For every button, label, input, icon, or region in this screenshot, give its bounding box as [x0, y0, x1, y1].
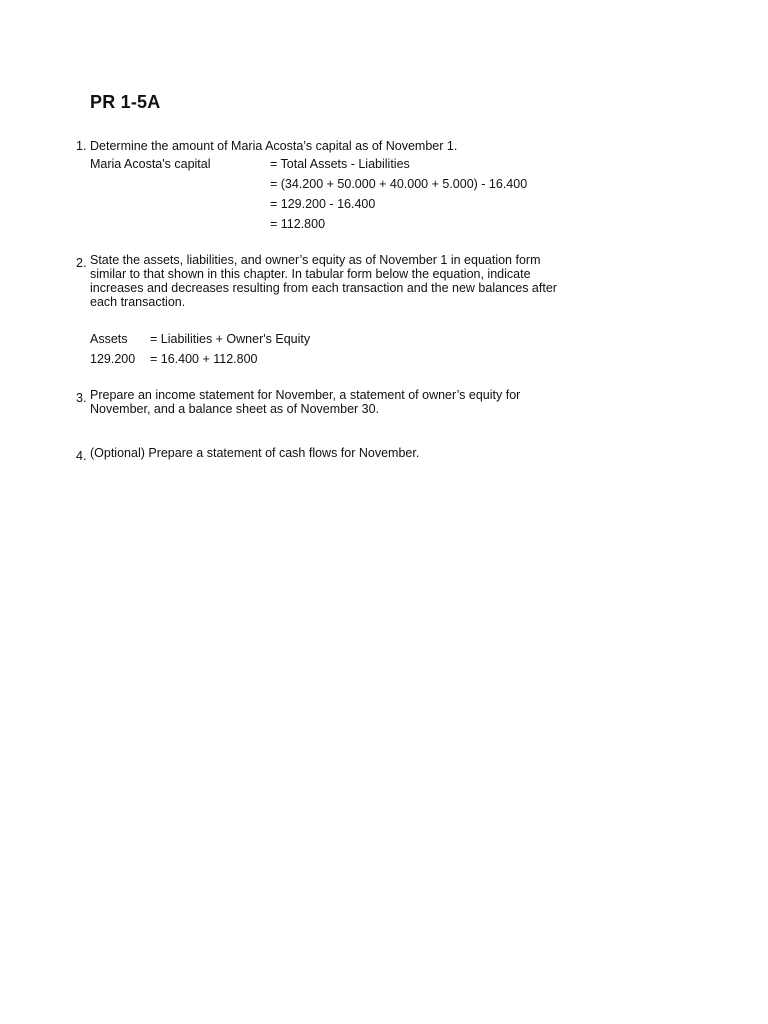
equation-value-left: 129.200 [90, 352, 136, 366]
question-3-line-1: Prepare an income statement for November, a statement of owner’s equity for [90, 388, 521, 402]
page-title: PR 1-5A [90, 92, 161, 112]
capital-label: Maria Acosta's capital [90, 157, 211, 171]
question-2-number: 2. [76, 256, 87, 270]
question-3-line-2: November, and a balance sheet as of November 30. [90, 402, 380, 416]
calc-step-1: = Total Assets - Liabilities [270, 157, 410, 171]
question-2-line-4: each transaction. [90, 295, 186, 309]
equation-label: Assets [90, 332, 128, 346]
question-4-text: (Optional) Prepare a statement of cash flows for November. [90, 446, 420, 460]
question-2-line-1: State the assets, liabilities, and owner’s equity as of November 1 in equation form [90, 253, 541, 267]
question-2-line-2: similar to that shown in this chapter. In tabular form below the equation, indicate [90, 267, 531, 281]
calc-step-4: = 112.800 [270, 217, 326, 231]
question-3-number: 3. [76, 391, 87, 405]
question-2-line-3: increases and decreases resulting from each transaction and the new balances after [90, 281, 557, 295]
question-1-text: Determine the amount of Maria Acosta’s capital as of November 1. [90, 139, 458, 153]
equation-rhs: = Liabilities + Owner's Equity [150, 332, 311, 346]
question-4-number: 4. [76, 449, 87, 463]
calc-step-3: = 129.200 - 16.400 [270, 197, 376, 211]
question-1-number: 1. [76, 139, 87, 153]
calc-step-2: = (34.200 + 50.000 + 40.000 + 5.000) - 16.400 [270, 177, 528, 191]
equation-value-rhs: = 16.400 + 112.800 [150, 352, 258, 366]
